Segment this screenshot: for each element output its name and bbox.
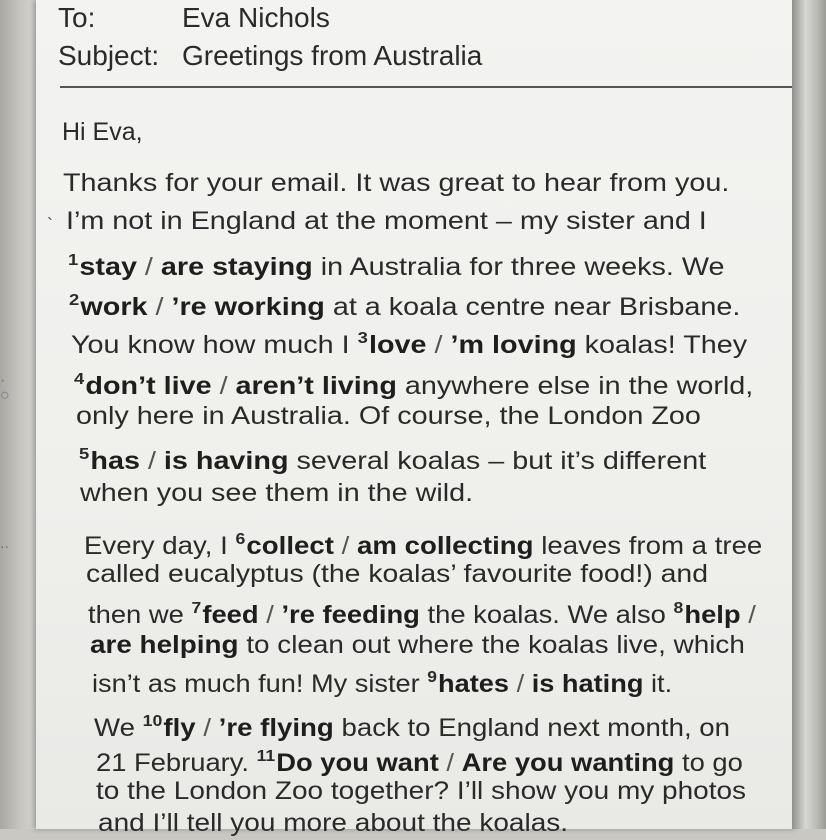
answer-option: Do you want: [276, 749, 439, 777]
answer-option: ’re working: [171, 293, 325, 321]
body-line: [88, 592, 756, 632]
body-text: several koalas – but it’s different: [288, 447, 707, 475]
question-number: 8: [673, 600, 684, 617]
body-text: it.: [643, 670, 673, 698]
option-separator: /: [139, 447, 164, 475]
body-line: [90, 628, 745, 662]
margin-mark: ○: [0, 387, 10, 404]
answer-option: don’t live: [85, 372, 212, 400]
body-text: then we: [88, 601, 192, 629]
answer-option: fly: [163, 714, 196, 742]
body-line: [98, 806, 568, 840]
question-number: 5: [79, 446, 90, 463]
option-separator: /: [211, 372, 236, 400]
to-value: Eva Nichols: [182, 2, 330, 33]
body-text: at a koala centre near Brisbane.: [324, 293, 741, 321]
body-text: only here in Australia. Of course, the London Zoo: [76, 402, 701, 430]
body-text: when you see them in the wild.: [80, 479, 474, 507]
option-separator: /: [136, 253, 161, 281]
body-text: called eucalyptus (the koalas’ favourite food!) and: [86, 560, 708, 588]
answer-option: aren’t living: [235, 372, 397, 400]
body-line: [69, 284, 740, 324]
body-text: Every day, I: [84, 532, 236, 560]
body-text: anywhere else in the world,: [396, 372, 754, 400]
question-number: 3: [357, 330, 368, 347]
answer-option: ’re feeding: [281, 601, 420, 629]
body-line: [63, 166, 729, 200]
option-separator: /: [258, 601, 282, 629]
question-number: 2: [69, 292, 80, 309]
answer-option: collect: [246, 532, 334, 560]
question-number: 7: [191, 600, 202, 617]
margin-mark: ·: [0, 372, 6, 389]
question-number: 9: [427, 669, 437, 686]
body-line: [92, 661, 672, 701]
question-number: 11: [256, 748, 276, 765]
option-separator: /: [333, 532, 357, 560]
body-text: to go: [674, 749, 743, 777]
body-line: [68, 244, 724, 284]
subject-value: Greetings from Australia: [182, 40, 483, 71]
answer-option: help: [684, 601, 741, 629]
subject-label: Subject:: [58, 40, 160, 71]
option-separator: /: [426, 331, 451, 359]
body-text: koalas! They: [576, 331, 748, 359]
body-line: [86, 557, 708, 591]
body-line: [79, 438, 706, 478]
answer-option: hates: [438, 670, 510, 698]
body-text: Thanks for your email. It was great to hear from you.: [63, 169, 730, 197]
answer-option: are staying: [160, 253, 313, 281]
body-line: [96, 774, 746, 808]
subject-row: [58, 38, 482, 74]
header-divider: [60, 86, 794, 88]
body-text: You know how much I: [71, 331, 358, 359]
body-text: I’m not in England at the moment – my sister and I: [66, 207, 707, 235]
answer-option: is having: [163, 447, 289, 475]
answer-option: ’re flying: [218, 714, 334, 742]
body-text: in Australia for three weeks. We: [312, 253, 725, 281]
option-separator: /: [195, 714, 219, 742]
body-text: to the London Zoo together? I’ll show you my photos: [96, 777, 747, 805]
body-text: and I’ll tell you more about the koalas.: [98, 809, 569, 837]
answer-option: is hating: [531, 670, 644, 698]
body-text: We: [94, 714, 143, 742]
answer-option: love: [368, 331, 427, 359]
greeting: Hi Eva,: [62, 118, 143, 146]
option-separator: /: [438, 749, 462, 777]
answer-option: stay: [79, 253, 137, 281]
answer-option: am collecting: [356, 532, 534, 560]
body-text: leaves from a tree: [533, 532, 763, 560]
body-text: isn’t as much fun! My sister: [92, 670, 428, 698]
body-text: 21 February.: [96, 749, 257, 777]
body-text: the koalas. We also: [419, 601, 674, 629]
body-text: to clean out where the koalas live, which: [238, 631, 745, 659]
margin-mark: ..: [0, 535, 9, 552]
body-line: [80, 476, 473, 510]
body-line: [76, 399, 701, 433]
body-line: [74, 363, 753, 403]
question-number: 1: [68, 252, 79, 269]
body-line: [94, 705, 730, 745]
question-number: 6: [235, 531, 246, 548]
body-text: back to England next month, on: [333, 714, 731, 742]
answer-option: are helping: [90, 631, 239, 659]
question-number: 10: [142, 713, 163, 730]
margin-mark: `: [47, 215, 53, 235]
answer-option: Are you wanting: [461, 749, 675, 777]
question-number: 4: [74, 371, 85, 388]
answer-option: has: [90, 447, 140, 475]
answer-option: ’m loving: [450, 331, 577, 359]
answer-option: feed: [202, 601, 259, 629]
to-label: To:: [58, 2, 96, 33]
to-row: [58, 0, 330, 36]
option-separator: /: [509, 670, 532, 698]
monitor-frame: [792, 0, 826, 829]
body-line: [71, 322, 747, 362]
option-separator: /: [147, 293, 172, 321]
answer-option: work: [80, 293, 148, 321]
option-separator: /: [740, 601, 756, 629]
body-line: [66, 204, 707, 238]
